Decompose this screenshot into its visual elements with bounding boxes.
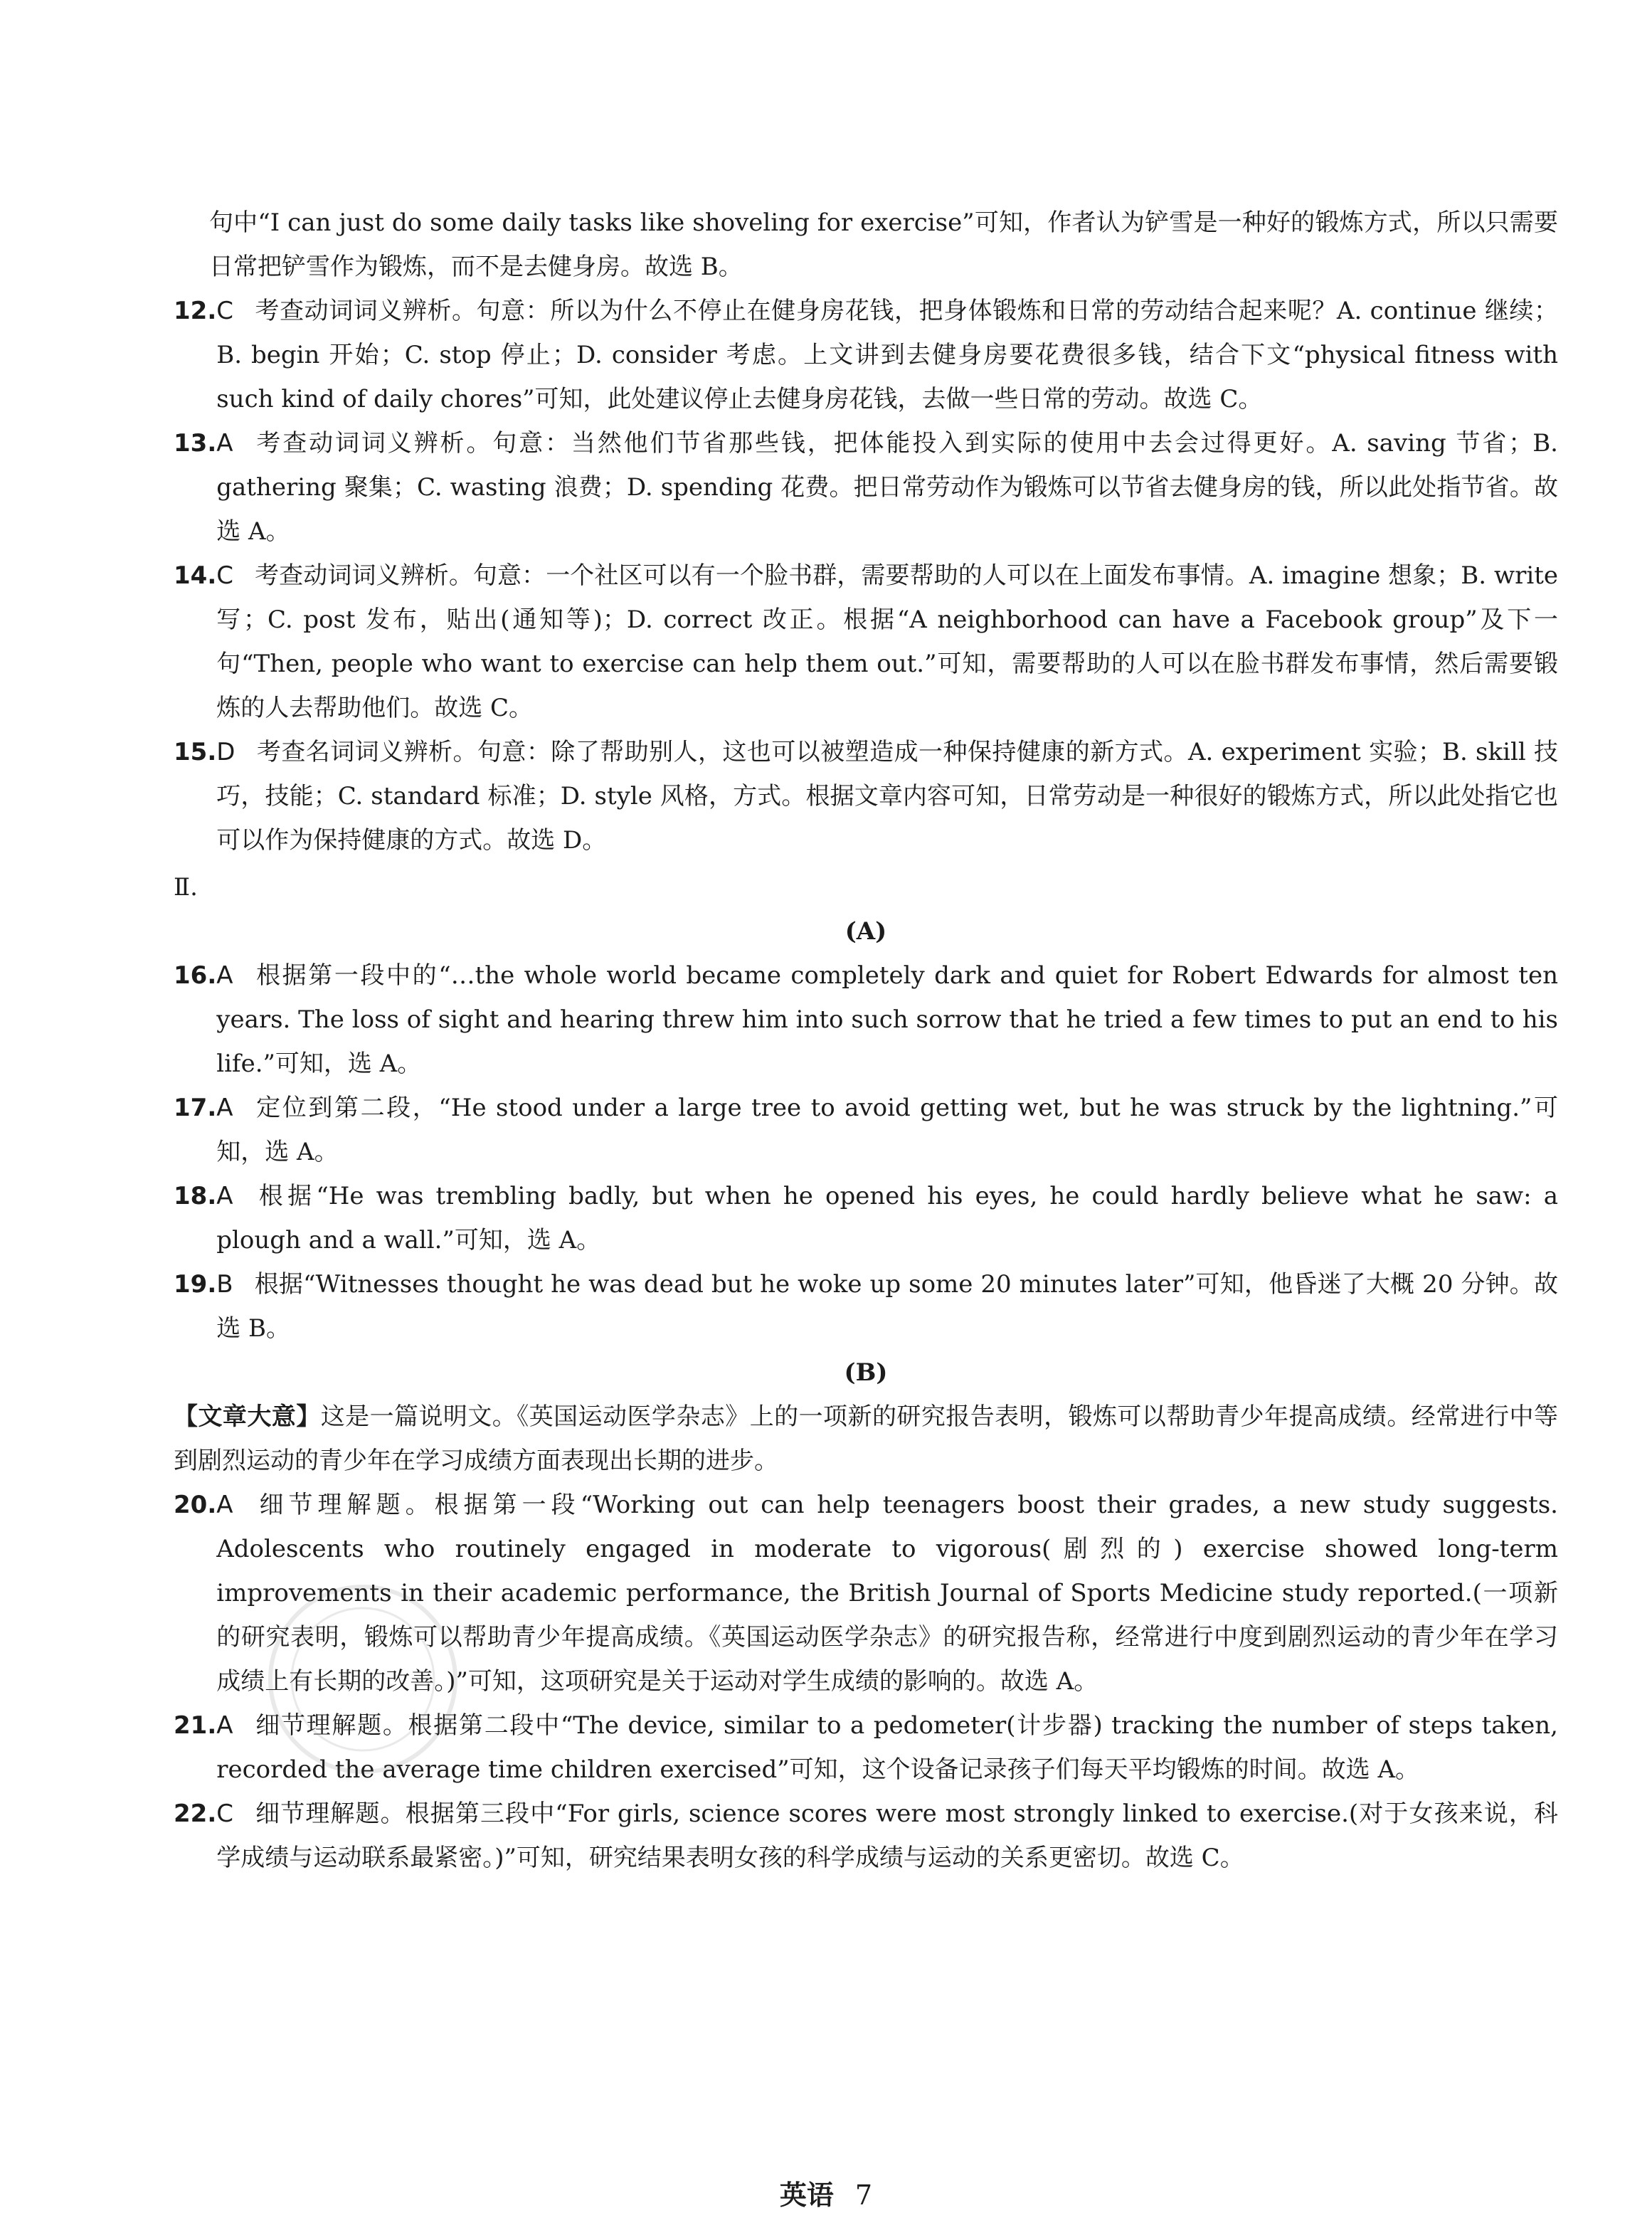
- item-number: 20.: [174, 1491, 217, 1519]
- item-body: [216, 421, 1558, 554]
- item-body: [216, 1792, 1558, 1880]
- answer-item: [174, 730, 1558, 862]
- item-answer: C: [216, 1800, 233, 1828]
- item-answer: A: [216, 1711, 233, 1740]
- item-explanation: 细节理解题。根据第一段“Working out can help teenagers boost their grades, a new study suggests. Adolescents who routinely engaged in moderate to vigorous(剧烈的) exercise showed long-term improvements in their academic performance, the British Journal of Sports Medicine study reported.(一项新的研究表明，锻炼可以帮助青少年提高成绩。《英国运动医学杂志》的研究报告称，经常进行中度到剧烈运动的青少年在学习成绩上有长期的改善。)”可知，这项研究是关于运动对学生成绩的影响的。故选 A。: [216, 1491, 1558, 1696]
- item-body: [216, 953, 1558, 1086]
- item-explanation: 细节理解题。根据第二段中“The device, similar to a pedometer(计步器) tracking the number of steps taken, recorded the average time children exercised”可知，这个设备记录孩子们每天平均锻炼的时间。故选 A。: [216, 1711, 1558, 1784]
- item-body: [216, 1086, 1558, 1174]
- answer-item: [174, 1792, 1558, 1880]
- item-explanation: 根据“Witnesses thought he was dead but he woke up some 20 minutes later”可知，他昏迷了大概 20 分钟。故选 B。: [216, 1270, 1558, 1343]
- item-answer: A: [216, 1491, 233, 1519]
- subsection-heading-a: (A): [844, 917, 887, 946]
- item-explanation: 考查动词词义辨析。句意：一个社区可以有一个脸书群，需要帮助的人可以在上面发布事情。A. imagine 想象；B. write 写；C. post 发布，贴出(通知等)；D. correct 改正。根据“A neighborhood can have a Facebook group”及下一句“Then, people who want to exercise can help them out.”可知，需要帮助的人可以在脸书群发布事情，然后需要锻炼的人去帮助他们。故选 C。: [216, 561, 1558, 722]
- item-explanation: 考查动词词义辨析。句意：当然他们节省那些钱，把体能投入到实际的使用中去会过得更好。A. saving 节省；B. gathering 聚集；C. wasting 浪费；D. spending 花费。把日常劳动作为锻炼可以节省去健身房的钱，所以此处指节省。故选 A。: [216, 429, 1558, 546]
- item-number: 16.: [174, 961, 217, 990]
- answer-item: [174, 1262, 1558, 1351]
- item-explanation: 考查动词词义辨析。句意：所以为什么不停止在健身房花钱，把身体锻炼和日常的劳动结合起来呢？A. continue 继续；B. begin 开始；C. stop 停止；D. consider 考虑。上文讲到去健身房要花费很多钱，结合下文“physical fitness with such kind of daily chores”可知，此处建议停止去健身房花钱，去做一些日常的劳动。故选 C。: [216, 297, 1558, 413]
- subsection-heading-b: (B): [844, 1358, 888, 1387]
- item-body: [216, 730, 1558, 862]
- item-body: [216, 1262, 1558, 1351]
- item-number: 22.: [174, 1800, 217, 1828]
- answer-item: [174, 554, 1558, 730]
- answer-item: [174, 421, 1558, 554]
- item-body: [216, 1174, 1558, 1262]
- answer-item: [174, 953, 1558, 1086]
- answer-item: [174, 1174, 1558, 1262]
- answer-item: [174, 1086, 1558, 1174]
- item-answer: A: [216, 429, 233, 458]
- item-answer: A: [216, 1182, 233, 1210]
- items-part2: [174, 953, 1558, 1351]
- item-number: 12.: [174, 297, 217, 325]
- watermark-stamp-icon: [256, 1565, 470, 1793]
- footer-page-number: 7: [854, 2179, 873, 2211]
- answer-item: [174, 289, 1558, 421]
- item-number: 21.: [174, 1711, 217, 1740]
- item-number: 19.: [174, 1270, 217, 1299]
- item-body: [216, 554, 1558, 730]
- item-answer: C: [216, 561, 233, 590]
- item-explanation: 细节理解题。根据第三段中“For girls, science scores were most strongly linked to exercise.(对于女孩来说，科学成绩与运动联系最紧密。)”可知，研究结果表明女孩的科学成绩与运动的关系更密切。故选 C。: [216, 1800, 1558, 1872]
- page-footer: [0, 2177, 1652, 2213]
- item-explanation: 根据第一段中的“…the whole world became completely dark and quiet for Robert Edwards for almost ten years. The loss of sight and hearing threw him into such sorrow that he tried a few times to put an end to his life.”可知，选 A。: [216, 961, 1558, 1078]
- footer-subject: 英语: [779, 2179, 834, 2211]
- items-part1: [174, 289, 1558, 862]
- item-number: 14.: [174, 561, 217, 590]
- item-body: [216, 289, 1558, 421]
- item-answer: B: [216, 1270, 233, 1299]
- item-explanation: 定位到第二段，“He stood under a large tree to avoid getting wet, but he was struck by the lightning.”可知，选 A。: [216, 1094, 1558, 1166]
- section-roman-numeral: Ⅱ.: [174, 873, 198, 902]
- intro-paragraph: 句中“I can just do some daily tasks like shoveling for exercise”可知，作者认为铲雪是一种好的锻炼方式，所以只需要日常把铲雪作为锻炼，而不是去健身房。故选 B。: [209, 208, 1558, 281]
- item-explanation: 根据“He was trembling badly, but when he opened his eyes, he could hardly believe what he saw: a plough and a wall.”可知，选 A。: [216, 1182, 1558, 1254]
- item-number: 13.: [174, 429, 217, 458]
- item-answer: C: [216, 297, 233, 325]
- summary-text: 这是一篇说明文。《英国运动医学杂志》上的一项新的研究报告表明，锻炼可以帮助青少年提高成绩。经常进行中等到剧烈运动的青少年在学习成绩方面表现出长期的进步。: [174, 1402, 1559, 1475]
- item-answer: A: [216, 961, 233, 990]
- item-number: 18.: [174, 1182, 217, 1210]
- article-summary: [174, 1395, 1558, 1483]
- item-answer: A: [216, 1094, 233, 1122]
- item-number: 17.: [174, 1094, 217, 1122]
- item-answer: D: [216, 738, 235, 766]
- item-explanation: 考查名词词义辨析。句意：除了帮助别人，这也可以被塑造成一种保持健康的新方式。A. experiment 实验；B. skill 技巧，技能；C. standard 标准；D. style 风格，方式。根据文章内容可知，日常劳动是一种很好的锻炼方式，所以此处指它也可以作为保持健康的方式。故选 D。: [216, 738, 1558, 855]
- item-number: 15.: [174, 738, 217, 766]
- summary-tag: 【文章大意】: [174, 1402, 321, 1431]
